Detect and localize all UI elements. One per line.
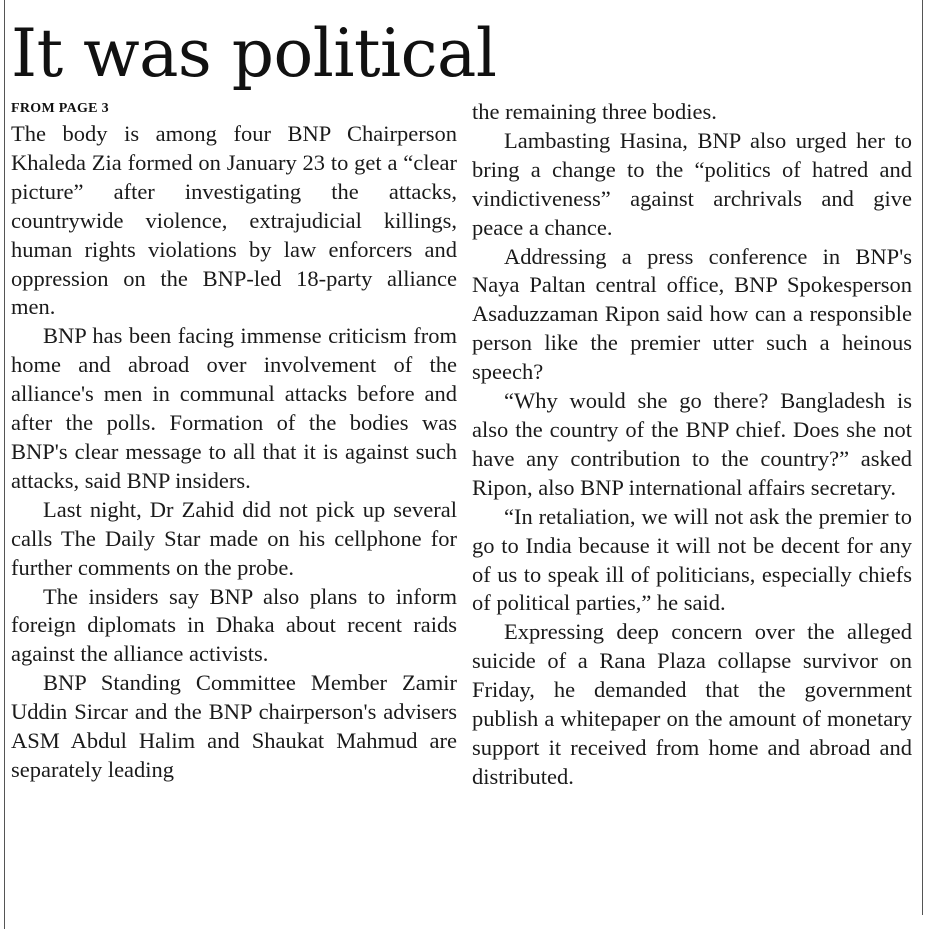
paragraph: the remaining three bodies. [472,99,717,124]
paragraph: BNP has been facing immense criticism from home and abroad over involvement of the alliance's men in communal attacks before and after the polls. Formation of the bodies was BNP's clear message to all that it is against such attacks, said BNP insiders. [11,323,457,493]
paragraph: The body is among four BNP Chairperson Khaleda Zia formed on January 23 to get a “clear picture” after investigating the attacks, countrywide violence, extrajudicial killings, human rights violations by law enforcers and oppression on the BNP-led 18-party alliance men. [11,121,457,320]
paragraph: Lambasting Hasina, BNP also urged her to bring a change to the “politics of hatred and vindictiveness” against archrivals and give peace a chance. [472,127,912,240]
headline: It was political [11,15,497,92]
paragraph: BNP Standing Committee Member Zamir Uddin Sircar and the BNP chairperson's advisers ASM Abdul Halim and Shaukat Mahmud are separately leading [11,670,457,782]
left-column-rule [4,0,5,929]
jump-label: FROM PAGE 3 [11,101,109,116]
paragraph: The insiders say BNP also plans to inform foreign diplomats in Dhaka about recent raids against the alliance activists. [11,583,457,667]
paragraph: Last night, Dr Zahid did not pick up several calls The Daily Star made on his cellphone for further comments on the probe. [11,496,457,580]
paragraph: “Why would she go there? Bangladesh is also the country of the BNP chief. Does she not have any contribution to the country?” asked Ripon, also BNP international affairs secretary. [472,388,912,500]
paragraph: Addressing a press conference in BNP's Naya Paltan central office, BNP Spokesperson Asaduzzaman Ripon said how can a responsible person like the premier utter such a heinous speech? [472,243,912,385]
left-column [11,98,457,785]
right-column-rule [922,0,923,915]
paragraph: “In retaliation, we will not ask the premier to go to India because it will not be decent for any of us to speak ill of politicians, especially chiefs of political parties,” he said. [472,503,912,616]
paragraph: Expressing deep concern over the alleged suicide of a Rana Plaza collapse survivor on Friday, he demanded that the government publish a whitepaper on the amount of monetary support it received from home and abroad and distributed. [472,619,912,789]
right-column [472,98,912,792]
